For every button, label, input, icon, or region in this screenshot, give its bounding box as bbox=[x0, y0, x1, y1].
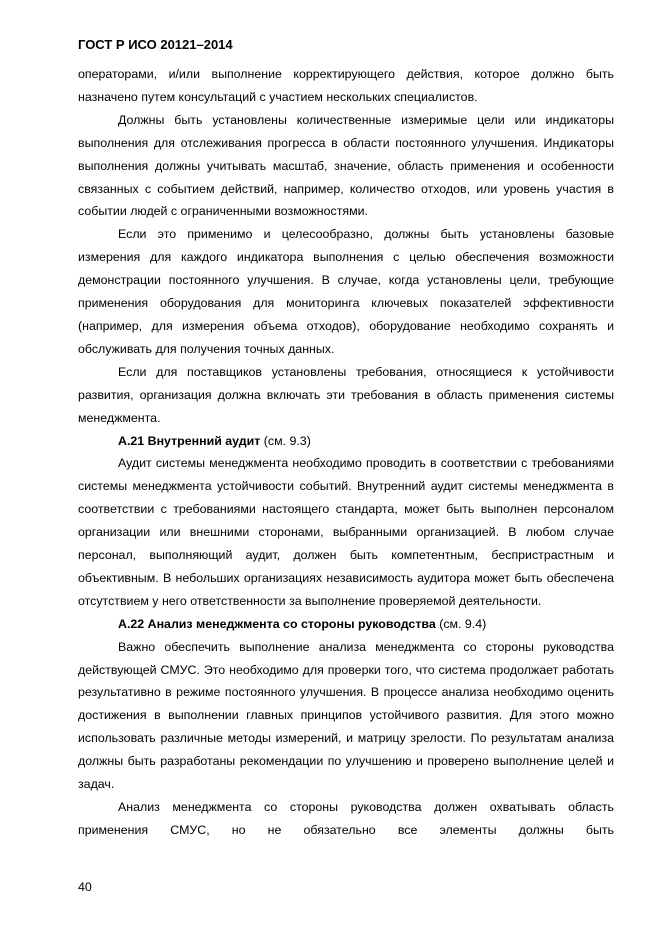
paragraph-supplier-requirements: Если для поставщиков установлены требования, относящиеся к устойчивости развития, организация должна включать эти требования в область применения системы менеджмента. bbox=[78, 364, 614, 425]
paragraph-management-review: Важно обеспечить выполнение анализа менеджмента со стороны руководства действующей СМУС. Это необходимо для проверки того, что система продолжает работать результативно в режиме постоянного улучшения. В процессе анализа необходимо оценить достижения в выполнении главных принципов устойчивого развития. Для этого можно использовать различные методы измерений, и матрицу зрелости. По результатам анализа должны быть разработаны рекомендации по улучшению и проверено выполнение целей и задач. bbox=[78, 639, 614, 792]
section-heading-a21 bbox=[78, 430, 614, 453]
section-title-a21: А.21 Внутренний аудит bbox=[118, 433, 261, 448]
paragraph-review-scope: Анализ менеджмента со стороны руководства должен охватывать область применения СМУС, но не обязательно все элементы должны быть bbox=[78, 800, 614, 837]
body-text bbox=[78, 63, 614, 842]
section-ref-a22: (см. 9.4) bbox=[439, 616, 487, 631]
paragraph-continuation: операторами, и/или выполнение корректирующего действия, которое должно быть назначено путем консультаций с участием нескольких специалистов. bbox=[78, 67, 614, 104]
paragraph-baseline-measurements: Если это применимо и целесообразно, должны быть установлены базовые измерения для каждого индикатора выполнения с целью обеспечения возможности демонстрации постоянного улучшения. В случае, когда установлены цели, требующие применения оборудования для мониторинга ключевых показателей эффективности (например, для измерения объема отходов), оборудование необходимо сохранять и обслуживать для получения точных данных. bbox=[78, 227, 614, 356]
section-title-a22: А.22 Анализ менеджмента со стороны руководства bbox=[118, 616, 436, 631]
paragraph-internal-audit: Аудит системы менеджмента необходимо проводить в соответствии с требованиями системы менеджмента устойчивости событий. Внутренний аудит системы менеджмента в соответствии с требованиями настоящего стандарта, может быть выполнен персоналом организации или внешними сторонами, выбранными организацией. В любом случае персонал, выполняющий аудит, должен быть компетентным, беспристрастным и объективным. В небольших организациях независимость аудитора может быть обеспечена отсутствием у него ответственности за выполнение проверяемой деятельности. bbox=[78, 456, 614, 608]
standard-code-header: ГОСТ Р ИСО 20121–2014 bbox=[78, 37, 233, 52]
section-heading-a22 bbox=[78, 613, 614, 636]
page-number: 40 bbox=[78, 880, 92, 894]
section-ref-a21: (см. 9.3) bbox=[263, 433, 311, 448]
paragraph-targets: Должны быть установлены количественные измеримые цели или индикаторы выполнения для отслеживания прогресса в области постоянного улучшения. Индикаторы выполнения должны учитывать масштаб, значение, область применения и особенности связанных с событием действий, например, количество отходов, или уровень участия в событии людей с ограниченными возможностями. bbox=[78, 112, 614, 219]
